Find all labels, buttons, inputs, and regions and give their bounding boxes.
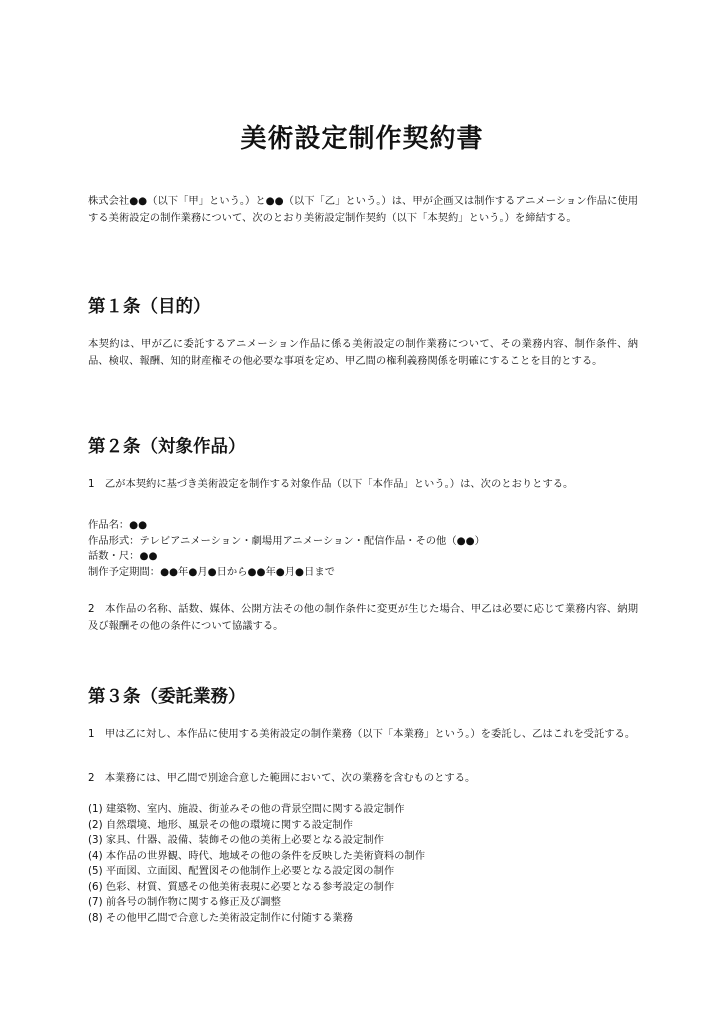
article-2-paragraph-1: 1 乙が本契約に基づき美術設定を制作する対象作品（以下「本作品」という。）は、次のとおりとする。	[88, 478, 574, 490]
article-2-paragraph-2: 2 本作品の名称、話数、媒体、公開方法その他の制作条件に変更が生じた場合、甲乙は必要に応じて業務内容、納期及び報酬その他の条件について協議する。	[88, 603, 638, 632]
list-item: (1) 建築物、室内、施設、街並みその他の背景空間に関する設定制作	[88, 803, 405, 815]
article-2-details	[88, 518, 638, 580]
article-3-item-list	[88, 802, 638, 926]
article-2-heading: 第２条（対象作品）	[88, 437, 246, 457]
list-item: (8) その他甲乙間で合意した美術設定制作に付随する業務	[88, 911, 353, 924]
list-item: (5) 平面図、立面図、配置図その他制作上必要となる設定図の制作	[88, 865, 395, 877]
list-item: (3) 家具、什器、設備、装飾その他の美術上必要となる設定制作	[88, 834, 384, 846]
preamble: 株式会社●●（以下「甲」という。）と●●（以下「乙」という。）は、甲が企画又は制作するアニメーション作品に使用する美術設定の制作業務について、次のとおり美術設定制作契約（以下「本契約」という。）を締結する。	[88, 195, 638, 224]
detail-line: 作品形式：テレビアニメーション・劇場用アニメーション・配信作品・その他（●●）	[88, 534, 485, 547]
article-3-paragraph-1: 1 甲は乙に対し、本作品に使用する美術設定の制作業務（以下「本業務」という。）を委託し、乙はこれを受託する。	[88, 728, 636, 740]
detail-line: 制作予定期間：●●年●月●日から●●年●月●日まで	[88, 565, 335, 578]
detail-line: 話数・尺：●●	[88, 550, 158, 562]
article-3-heading: 第３条（委託業務）	[88, 687, 246, 707]
document-title: 美術設定制作契約書	[240, 124, 484, 154]
article-1-heading: 第１条（目的）	[88, 297, 211, 317]
list-item: (7) 前各号の制作物に関する修正及び調整	[88, 896, 281, 908]
detail-line: 作品名：●●	[88, 519, 148, 531]
list-item: (6) 色彩、材質、質感その他美術表現に必要となる参考設定の制作	[88, 880, 395, 893]
article-1-body: 本契約は、甲が乙に委託するアニメーション作品に係る美術設定の制作業務について、その業務内容、制作条件、納品、検収、報酬、知的財産権その他必要な事項を定め、甲乙間の権利義務関係を明確にすることを目的とする。	[88, 338, 638, 367]
article-3-paragraph-2: 2 本業務には、甲乙間で別途合意した範囲において、次の業務を含むものとする。	[88, 772, 476, 784]
list-item: (2) 自然環境、地形、風景その他の環境に関する設定制作	[88, 818, 353, 831]
list-item: (4) 本作品の世界観、時代、地域その他の条件を反映した美術資料の制作	[88, 849, 426, 862]
